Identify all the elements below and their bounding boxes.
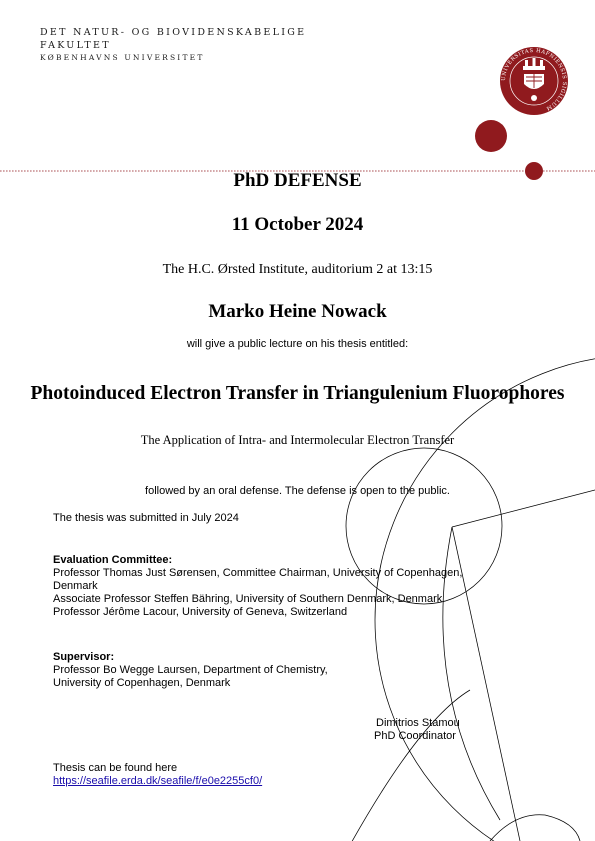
defense-date: 11 October 2024 <box>231 214 364 235</box>
coordinator-role: PhD Coordinator <box>374 730 456 742</box>
thesis-title: Photoinduced Electron Transfer in Triangulenium Fluorophores <box>30 383 565 404</box>
seal-lettering: UNIVERSITAS HAFNIENSIS SIGILLUM <box>500 47 568 112</box>
university-name: KØBENHAVNS UNIVERSITET <box>40 53 205 62</box>
committee-member: Professor Jérôme Lacour, University of Geneva, Switzerland <box>53 606 348 618</box>
coordinator-name: Dimitrios Stamou <box>376 717 460 729</box>
committee-member: Associate Professor Steffen Bähring, University of Southern Denmark, Denmark <box>53 593 443 605</box>
committee-member: Professor Thomas Just Sørensen, Committee Chairman, University of Copenhagen, <box>53 567 463 579</box>
defense-venue: The H.C. Ørsted Institute, auditorium 2 at 13:15 <box>162 262 433 277</box>
faculty-header <box>40 27 306 65</box>
thesis-subtitle: The Application of Intra- and Intermolecular Electron Transfer <box>140 433 455 447</box>
defense-note: followed by an oral defense. The defense is open to the public. <box>145 485 450 497</box>
thesis-link-label: Thesis can be found here <box>53 762 178 774</box>
thesis-link-section <box>53 762 262 788</box>
committee-member: Denmark <box>53 580 98 592</box>
evaluation-committee <box>53 554 462 619</box>
supervisor-heading: Supervisor: <box>53 651 115 663</box>
university-seal-icon <box>500 47 568 115</box>
red-dot-large <box>475 120 507 152</box>
faculty-name-line2: FAKULTET <box>40 39 111 51</box>
defense-heading: PhD DEFENSE <box>233 170 362 191</box>
thesis-link[interactable]: https://seafile.erda.dk/seafile/f/e0e2255cf0/ <box>53 775 263 787</box>
phd-coordinator <box>374 717 460 743</box>
committee-heading: Evaluation Committee: <box>53 554 173 566</box>
lecture-note: will give a public lecture on his thesis entitled: <box>186 338 409 350</box>
supervisor-line: Professor Bo Wegge Laursen, Department of Chemistry, <box>53 664 328 676</box>
supervisor-line: University of Copenhagen, Denmark <box>53 677 231 689</box>
supervisor-section <box>53 651 328 690</box>
submission-note: The thesis was submitted in July 2024 <box>53 512 239 524</box>
candidate-name: Marko Heine Nowack <box>208 301 387 322</box>
faculty-name-line1: DET NATUR- OG BIOVIDENSKABELIGE <box>40 27 307 38</box>
